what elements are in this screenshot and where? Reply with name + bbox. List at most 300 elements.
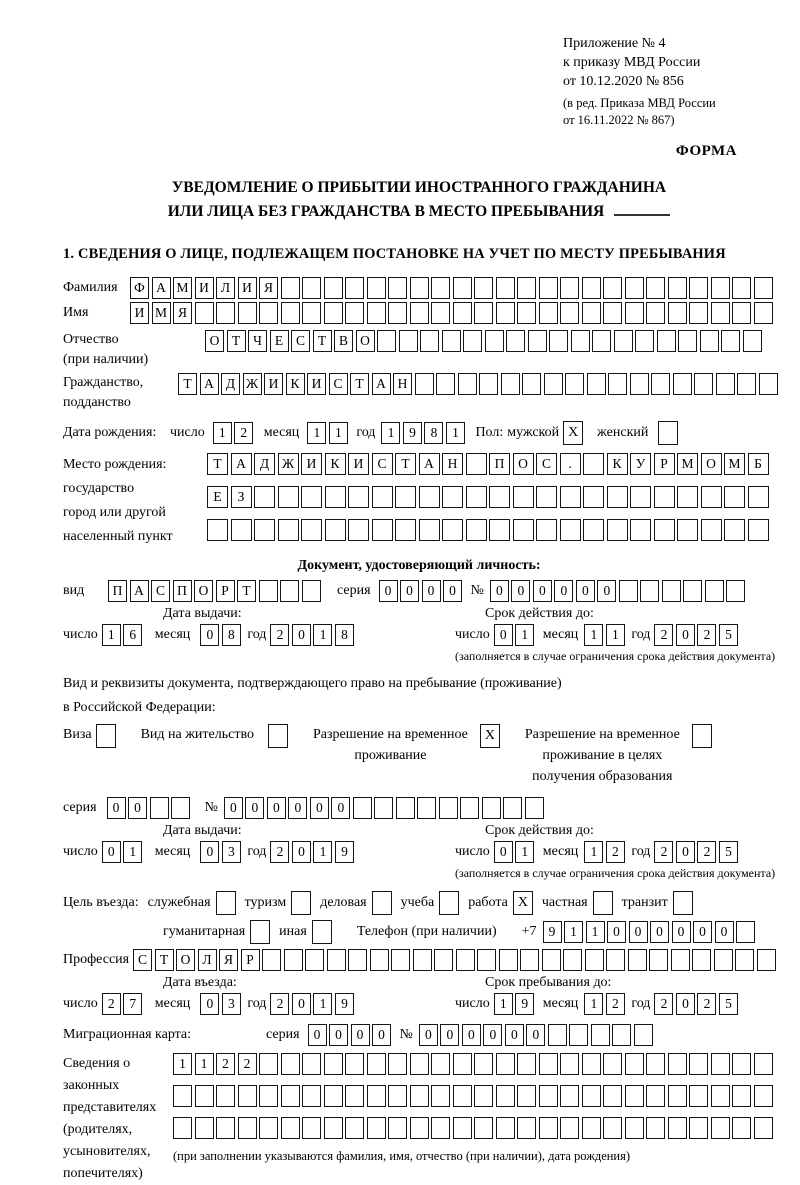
char-cell[interactable]: Е [207,486,228,508]
char-cell[interactable]: Н [393,373,412,395]
char-cell[interactable]: 0 [554,580,573,602]
char-cell[interactable]: В [334,330,353,352]
char-cell[interactable] [431,1053,450,1075]
char-cell[interactable] [606,949,625,971]
char-cell[interactable] [305,949,324,971]
char-cell[interactable] [302,277,321,299]
char-cell[interactable]: . [560,453,581,475]
char-cell[interactable]: 3 [222,841,241,863]
char-cell[interactable] [539,302,558,324]
char-cell[interactable]: Н [442,453,463,475]
char-cell[interactable] [711,277,730,299]
char-cell[interactable] [528,330,547,352]
char-cell[interactable] [711,1117,730,1139]
char-cell[interactable]: 2 [270,624,289,646]
char-cell[interactable] [417,797,436,819]
char-cell[interactable]: И [307,373,326,395]
char-cell[interactable]: С [291,330,310,352]
char-cell[interactable] [583,453,604,475]
char-cell[interactable]: 1 [381,422,400,444]
char-cell[interactable] [499,949,518,971]
char-cell[interactable]: 0 [379,580,398,602]
char-cell[interactable]: 0 [490,580,509,602]
char-cell[interactable]: Я [259,277,278,299]
char-cell[interactable] [517,1085,536,1107]
char-cell[interactable]: З [231,486,252,508]
char-cell[interactable] [377,330,396,352]
char-cell[interactable]: К [607,453,628,475]
char-cell[interactable] [254,519,275,541]
char-cell[interactable]: П [173,580,192,602]
char-cell[interactable]: Т [178,373,197,395]
char-cell[interactable]: И [301,453,322,475]
char-cell[interactable] [732,277,751,299]
char-cell[interactable]: 0 [128,797,147,819]
char-cell[interactable] [325,519,346,541]
char-cell[interactable] [474,1085,493,1107]
char-cell[interactable]: 1 [307,422,326,444]
char-cell[interactable] [207,519,228,541]
char-cell[interactable] [582,1053,601,1075]
char-cell[interactable]: 6 [123,624,142,646]
char-cell[interactable]: С [133,949,152,971]
char-cell[interactable] [678,330,697,352]
char-cell[interactable] [466,453,487,475]
char-cell[interactable] [372,519,393,541]
char-cell[interactable]: 0 [331,797,350,819]
char-cell[interactable]: 8 [424,422,443,444]
char-cell[interactable] [560,519,581,541]
char-cell[interactable]: П [489,453,510,475]
char-cell[interactable] [367,302,386,324]
char-cell[interactable] [281,277,300,299]
char-cell[interactable] [395,519,416,541]
char-cell[interactable] [560,277,579,299]
char-cell[interactable]: Д [254,453,275,475]
char-cell[interactable] [420,330,439,352]
char-cell[interactable]: 0 [494,624,513,646]
purpose-option-checkbox[interactable]: X [513,891,533,915]
char-cell[interactable] [463,330,482,352]
char-cell[interactable] [496,1053,515,1075]
char-cell[interactable] [754,302,773,324]
char-cell[interactable] [419,486,440,508]
char-cell[interactable]: 7 [123,993,142,1015]
char-cell[interactable]: 0 [245,797,264,819]
char-cell[interactable] [442,330,461,352]
char-cell[interactable] [619,580,638,602]
char-cell[interactable] [453,1117,472,1139]
char-cell[interactable] [689,1053,708,1075]
char-cell[interactable] [474,302,493,324]
char-cell[interactable] [216,1085,235,1107]
char-cell[interactable] [560,1117,579,1139]
char-cell[interactable] [388,1053,407,1075]
char-cell[interactable]: 2 [606,993,625,1015]
char-cell[interactable] [280,580,299,602]
char-cell[interactable]: 1 [173,1053,192,1075]
char-cell[interactable]: 0 [533,580,552,602]
char-cell[interactable] [410,277,429,299]
char-cell[interactable] [489,519,510,541]
char-cell[interactable]: Я [219,949,238,971]
char-cell[interactable] [171,797,190,819]
char-cell[interactable]: А [152,277,171,299]
char-cell[interactable] [689,302,708,324]
char-cell[interactable] [302,1053,321,1075]
char-cell[interactable] [456,949,475,971]
char-cell[interactable] [503,797,522,819]
char-cell[interactable]: 0 [443,580,462,602]
char-cell[interactable]: 0 [462,1024,481,1046]
char-cell[interactable]: 1 [586,921,605,943]
char-cell[interactable] [466,519,487,541]
char-cell[interactable]: 1 [606,624,625,646]
char-cell[interactable] [301,519,322,541]
char-cell[interactable]: А [372,373,391,395]
char-cell[interactable]: К [325,453,346,475]
char-cell[interactable]: С [329,373,348,395]
char-cell[interactable] [474,1117,493,1139]
char-cell[interactable] [569,1024,588,1046]
char-cell[interactable] [689,1117,708,1139]
char-cell[interactable] [539,1053,558,1075]
char-cell[interactable] [754,1053,773,1075]
char-cell[interactable]: 9 [335,993,354,1015]
char-cell[interactable]: 9 [543,921,562,943]
char-cell[interactable] [367,277,386,299]
char-cell[interactable]: 0 [419,1024,438,1046]
char-cell[interactable] [388,302,407,324]
purpose-option-checkbox[interactable] [372,891,392,915]
char-cell[interactable]: 0 [224,797,243,819]
char-cell[interactable]: 2 [697,624,716,646]
char-cell[interactable]: 2 [270,841,289,863]
char-cell[interactable]: 0 [676,841,695,863]
char-cell[interactable] [415,373,434,395]
char-cell[interactable] [612,1024,631,1046]
char-cell[interactable]: 1 [329,422,348,444]
char-cell[interactable]: 0 [693,921,712,943]
char-cell[interactable] [525,797,544,819]
char-cell[interactable] [668,277,687,299]
char-cell[interactable] [345,277,364,299]
char-cell[interactable] [689,277,708,299]
char-cell[interactable] [646,1117,665,1139]
char-cell[interactable] [482,797,501,819]
char-cell[interactable] [587,373,606,395]
char-cell[interactable] [582,1117,601,1139]
char-cell[interactable] [372,486,393,508]
char-cell[interactable]: 9 [515,993,534,1015]
char-cell[interactable] [195,302,214,324]
char-cell[interactable] [434,949,453,971]
char-cell[interactable] [439,797,458,819]
char-cell[interactable] [453,302,472,324]
char-cell[interactable] [668,1085,687,1107]
char-cell[interactable] [646,277,665,299]
char-cell[interactable]: А [419,453,440,475]
char-cell[interactable]: И [264,373,283,395]
char-cell[interactable]: 0 [200,624,219,646]
char-cell[interactable] [759,373,778,395]
char-cell[interactable]: 0 [672,921,691,943]
char-cell[interactable] [436,373,455,395]
char-cell[interactable] [262,949,281,971]
char-cell[interactable]: 2 [234,422,253,444]
char-cell[interactable]: Р [654,453,675,475]
char-cell[interactable] [585,949,604,971]
char-cell[interactable] [608,373,627,395]
char-cell[interactable]: 5 [719,841,738,863]
char-cell[interactable]: 1 [313,841,332,863]
char-cell[interactable]: 2 [270,993,289,1015]
char-cell[interactable]: Т [207,453,228,475]
sex-female-checkbox[interactable] [658,421,678,445]
char-cell[interactable] [399,330,418,352]
char-cell[interactable] [345,1117,364,1139]
char-cell[interactable] [560,1085,579,1107]
char-cell[interactable] [302,302,321,324]
char-cell[interactable] [431,1117,450,1139]
char-cell[interactable]: С [151,580,170,602]
char-cell[interactable] [735,949,754,971]
char-cell[interactable]: 0 [310,797,329,819]
char-cell[interactable] [396,797,415,819]
char-cell[interactable]: С [372,453,393,475]
char-cell[interactable] [374,797,393,819]
char-cell[interactable]: 0 [597,580,616,602]
char-cell[interactable] [754,1085,773,1107]
char-cell[interactable]: 0 [505,1024,524,1046]
char-cell[interactable] [324,277,343,299]
char-cell[interactable] [694,373,713,395]
char-cell[interactable] [736,921,755,943]
char-cell[interactable] [348,486,369,508]
char-cell[interactable] [714,949,733,971]
char-cell[interactable]: 5 [719,993,738,1015]
char-cell[interactable] [625,1117,644,1139]
char-cell[interactable]: О [513,453,534,475]
char-cell[interactable] [592,330,611,352]
char-cell[interactable]: 0 [267,797,286,819]
char-cell[interactable] [754,1117,773,1139]
char-cell[interactable] [630,373,649,395]
char-cell[interactable]: 8 [222,624,241,646]
char-cell[interactable] [544,373,563,395]
char-cell[interactable] [281,1117,300,1139]
char-cell[interactable] [453,1085,472,1107]
char-cell[interactable] [571,330,590,352]
char-cell[interactable]: 2 [238,1053,257,1075]
char-cell[interactable]: А [200,373,219,395]
char-cell[interactable] [474,277,493,299]
char-cell[interactable] [726,580,745,602]
stay-option-visa-checkbox[interactable] [96,724,116,748]
char-cell[interactable]: 1 [313,624,332,646]
char-cell[interactable] [506,330,525,352]
char-cell[interactable] [582,277,601,299]
char-cell[interactable] [692,949,711,971]
char-cell[interactable] [324,1085,343,1107]
char-cell[interactable]: Ф [130,277,149,299]
char-cell[interactable]: 0 [308,1024,327,1046]
char-cell[interactable] [348,519,369,541]
char-cell[interactable]: 1 [123,841,142,863]
char-cell[interactable] [607,519,628,541]
char-cell[interactable] [410,302,429,324]
char-cell[interactable] [560,486,581,508]
char-cell[interactable] [431,1085,450,1107]
char-cell[interactable] [150,797,169,819]
char-cell[interactable] [281,302,300,324]
char-cell[interactable] [634,1024,653,1046]
char-cell[interactable] [603,302,622,324]
char-cell[interactable] [591,1024,610,1046]
char-cell[interactable]: 0 [292,841,311,863]
char-cell[interactable] [353,797,372,819]
char-cell[interactable]: 0 [351,1024,370,1046]
char-cell[interactable] [513,519,534,541]
char-cell[interactable] [231,519,252,541]
char-cell[interactable] [301,486,322,508]
char-cell[interactable] [442,486,463,508]
char-cell[interactable] [737,373,756,395]
char-cell[interactable] [496,1117,515,1139]
char-cell[interactable] [173,1085,192,1107]
char-cell[interactable] [410,1117,429,1139]
char-cell[interactable] [614,330,633,352]
char-cell[interactable]: 2 [697,841,716,863]
char-cell[interactable] [410,1085,429,1107]
char-cell[interactable]: 5 [719,624,738,646]
char-cell[interactable]: 0 [676,993,695,1015]
char-cell[interactable] [732,1085,751,1107]
char-cell[interactable] [278,486,299,508]
char-cell[interactable]: О [194,580,213,602]
char-cell[interactable] [517,1053,536,1075]
char-cell[interactable]: 0 [440,1024,459,1046]
char-cell[interactable] [539,1085,558,1107]
char-cell[interactable]: Р [241,949,260,971]
char-cell[interactable]: 0 [629,921,648,943]
char-cell[interactable] [345,302,364,324]
char-cell[interactable] [254,486,275,508]
char-cell[interactable]: 1 [313,993,332,1015]
char-cell[interactable] [278,519,299,541]
char-cell[interactable]: О [205,330,224,352]
char-cell[interactable]: 0 [494,841,513,863]
char-cell[interactable] [724,519,745,541]
char-cell[interactable] [327,949,346,971]
char-cell[interactable]: 0 [400,580,419,602]
char-cell[interactable] [536,486,557,508]
char-cell[interactable]: 0 [650,921,669,943]
char-cell[interactable] [395,486,416,508]
char-cell[interactable]: 1 [584,993,603,1015]
char-cell[interactable]: 1 [584,841,603,863]
char-cell[interactable] [238,1085,257,1107]
char-cell[interactable]: 0 [511,580,530,602]
char-cell[interactable]: Ч [248,330,267,352]
char-cell[interactable]: И [195,277,214,299]
char-cell[interactable]: 1 [446,422,465,444]
char-cell[interactable] [496,277,515,299]
char-cell[interactable] [628,949,647,971]
char-cell[interactable]: 0 [576,580,595,602]
char-cell[interactable] [474,1053,493,1075]
char-cell[interactable] [748,486,769,508]
char-cell[interactable] [711,302,730,324]
char-cell[interactable] [466,486,487,508]
char-cell[interactable] [654,519,675,541]
char-cell[interactable]: Т [237,580,256,602]
char-cell[interactable] [625,277,644,299]
char-cell[interactable]: И [348,453,369,475]
char-cell[interactable]: 8 [335,624,354,646]
char-cell[interactable] [539,277,558,299]
char-cell[interactable] [711,1085,730,1107]
char-cell[interactable] [539,1117,558,1139]
char-cell[interactable] [701,519,722,541]
char-cell[interactable] [501,373,520,395]
purpose-option-checkbox[interactable] [593,891,613,915]
char-cell[interactable]: 2 [606,841,625,863]
char-cell[interactable] [711,1053,730,1075]
char-cell[interactable] [560,1053,579,1075]
char-cell[interactable]: 0 [676,624,695,646]
char-cell[interactable]: 0 [102,841,121,863]
char-cell[interactable] [453,277,472,299]
char-cell[interactable] [216,302,235,324]
char-cell[interactable] [517,302,536,324]
char-cell[interactable] [302,1085,321,1107]
char-cell[interactable]: Е [270,330,289,352]
char-cell[interactable] [348,949,367,971]
char-cell[interactable] [724,486,745,508]
char-cell[interactable] [635,330,654,352]
char-cell[interactable]: 1 [584,624,603,646]
char-cell[interactable] [517,1117,536,1139]
char-cell[interactable] [259,580,278,602]
char-cell[interactable]: 0 [422,580,441,602]
char-cell[interactable]: 0 [292,993,311,1015]
char-cell[interactable] [705,580,724,602]
char-cell[interactable]: У [630,453,651,475]
char-cell[interactable]: М [173,277,192,299]
char-cell[interactable] [646,1053,665,1075]
char-cell[interactable] [754,277,773,299]
char-cell[interactable] [281,1085,300,1107]
char-cell[interactable] [716,373,735,395]
char-cell[interactable]: 1 [494,993,513,1015]
char-cell[interactable] [683,580,702,602]
char-cell[interactable] [640,580,659,602]
char-cell[interactable] [757,949,776,971]
char-cell[interactable] [565,373,584,395]
char-cell[interactable]: Д [221,373,240,395]
char-cell[interactable] [677,519,698,541]
char-cell[interactable] [673,373,692,395]
char-cell[interactable] [195,1085,214,1107]
char-cell[interactable] [238,1117,257,1139]
char-cell[interactable]: 2 [697,993,716,1015]
char-cell[interactable]: П [108,580,127,602]
char-cell[interactable]: 0 [526,1024,545,1046]
char-cell[interactable] [689,1085,708,1107]
char-cell[interactable] [649,949,668,971]
char-cell[interactable]: 1 [515,624,534,646]
